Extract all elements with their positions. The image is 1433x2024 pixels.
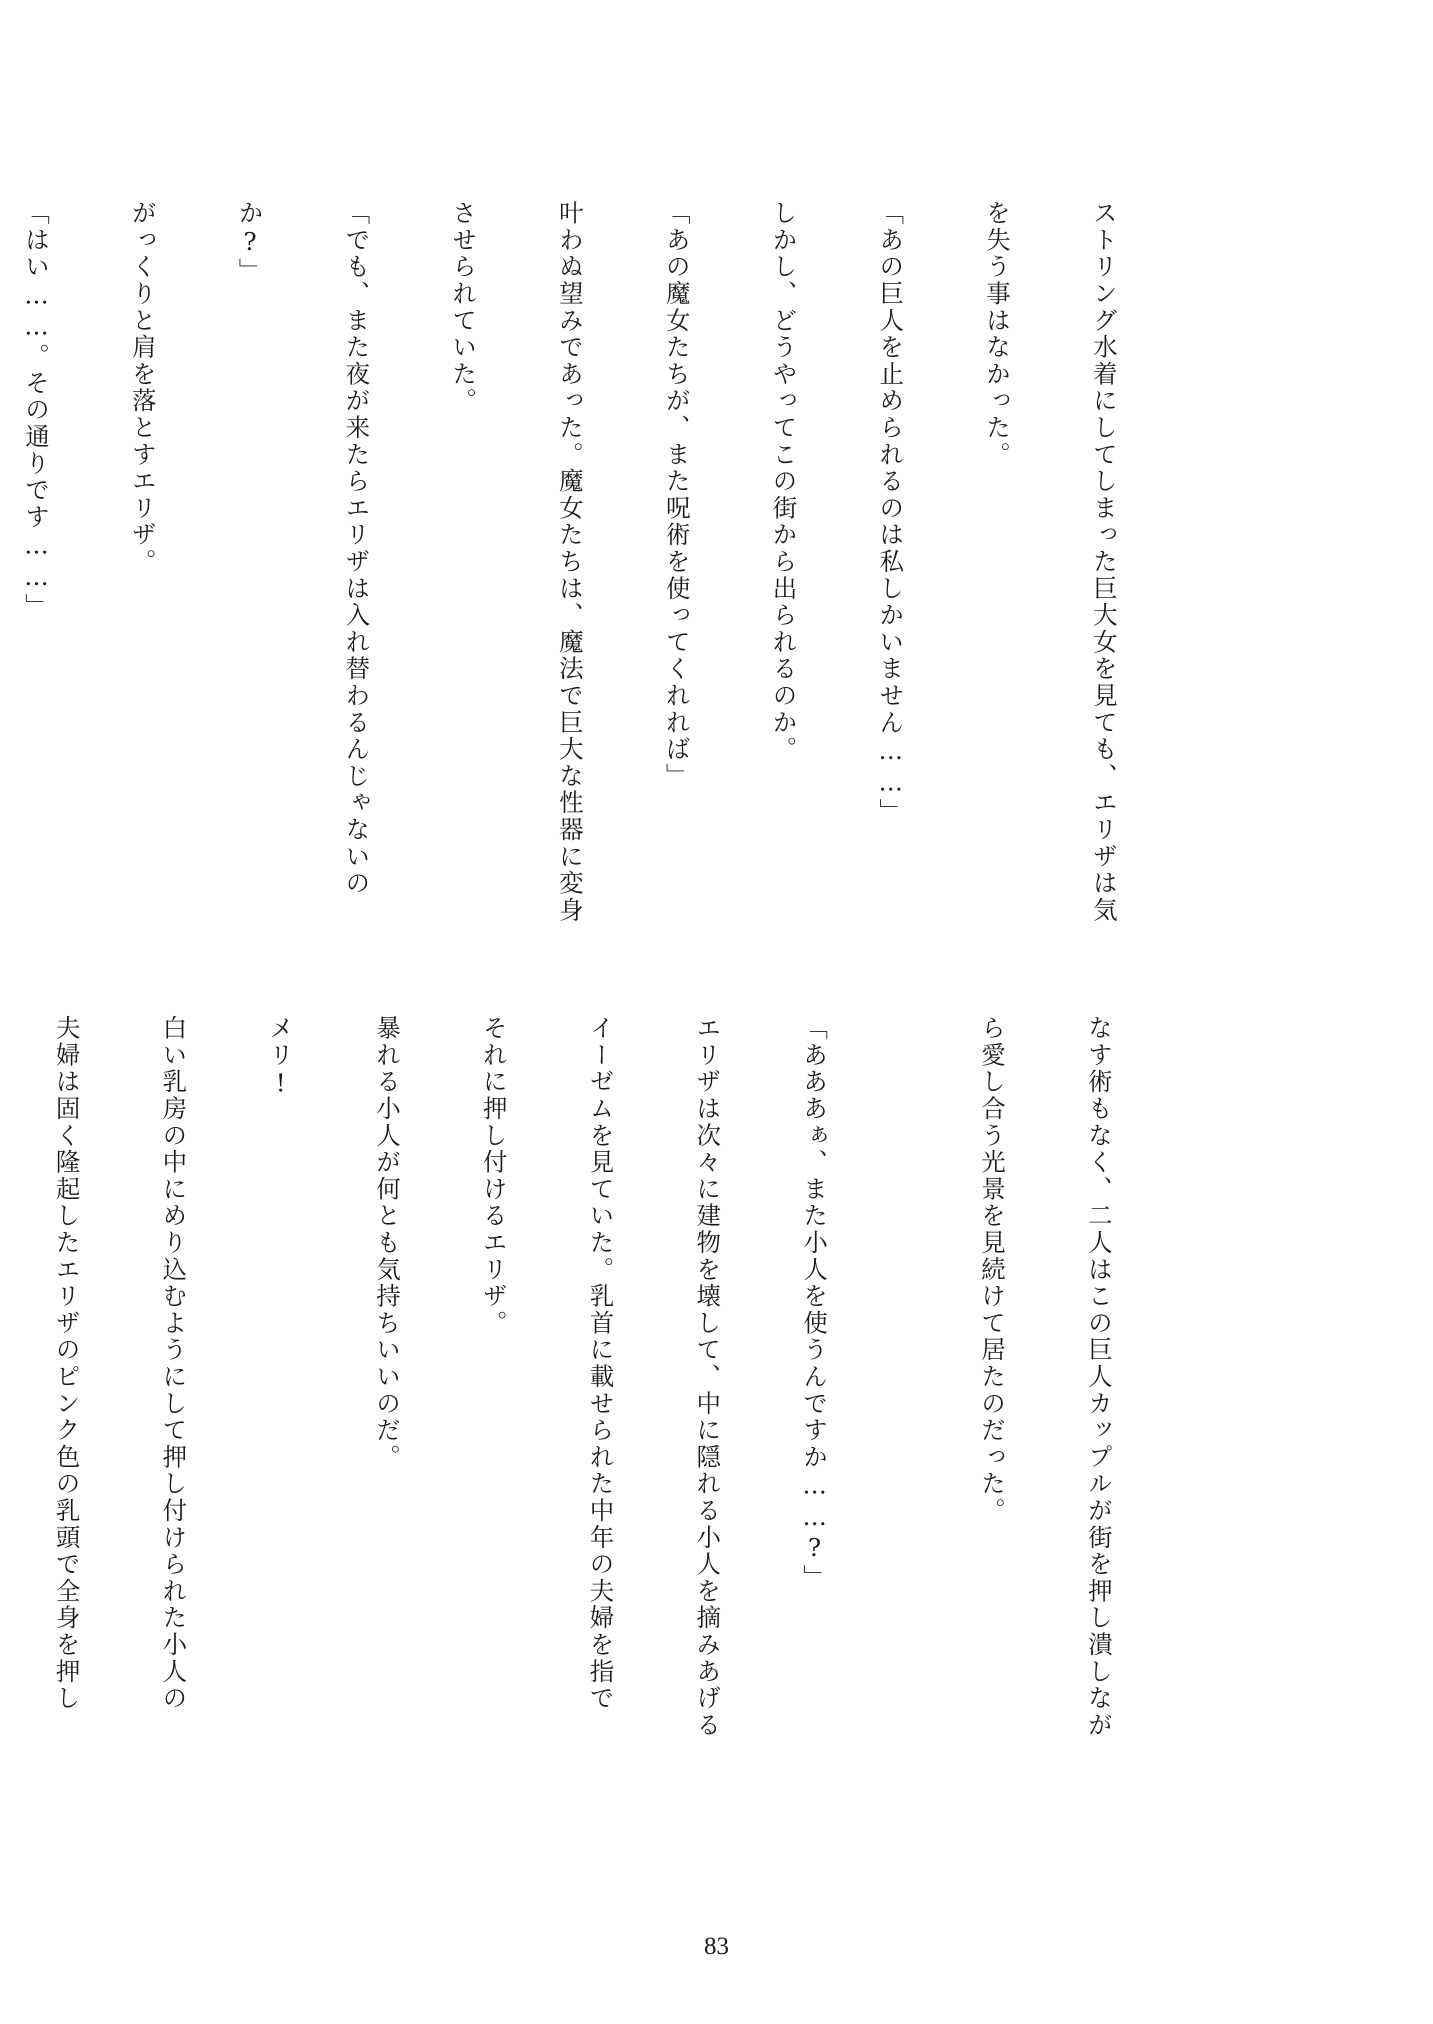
text-line: イーゼムを見ていた。乳首に載せられた中年の夫婦を指で: [586, 1015, 616, 1712]
text-line: がっくりと肩を落とすエリザ。: [128, 200, 158, 576]
text-line: エリザは次々に建物を壊して、中に隠れる小人を摘みあげる: [693, 1015, 723, 1739]
text-line: ストリング水着にしてしまった巨大女を見ても、エリザは気: [1089, 200, 1119, 924]
page-number: 83: [704, 1933, 729, 1960]
text-line: させられていた。: [449, 200, 479, 415]
text-line: 白い乳房の中にめり込むようにして押し付けられた小人の: [159, 1015, 189, 1712]
text-line: 夫婦は固く隆起したエリザのピンク色の乳頭で全身を押し: [52, 1015, 82, 1712]
text-line: メリ!: [266, 1015, 296, 1100]
text-line: 「あの魔女たちが、また呪術を使ってくれれば」: [662, 200, 692, 790]
text-line: 暴れる小人が何とも気持ちいいのだ。: [372, 1015, 402, 1471]
text-line: を失う事はなかった。: [983, 200, 1013, 468]
text-line: か?」: [235, 200, 265, 285]
text-line: なす術もなく、二人はこの巨人カップルが街を押し潰しなが: [1084, 1015, 1114, 1739]
text-line: それに押し付けるエリザ。: [479, 1015, 509, 1337]
text-line: 「あの巨人を止められるのは私しかいません……」: [876, 200, 906, 826]
text-line: 「はい……。その通りです……」: [22, 200, 51, 620]
text-line: 「でも、また夜が来たらエリザは入れ替わるんじゃないの: [342, 200, 372, 897]
text-block-lower: [52, 1015, 1188, 1770]
text-line: しかし、どうやってこの街から出られるのか。: [769, 200, 799, 763]
text-line: 「あああぁ、また小人を使うんですか……?」: [800, 1015, 830, 1592]
text-line: ら愛し合う光景を見続けて居たのだった。: [978, 1015, 1008, 1525]
text-line: 叶わぬ望みであった。魔女たちは、魔法で巨大な性器に変身: [555, 200, 585, 924]
text-block-upper: [22, 200, 1193, 960]
